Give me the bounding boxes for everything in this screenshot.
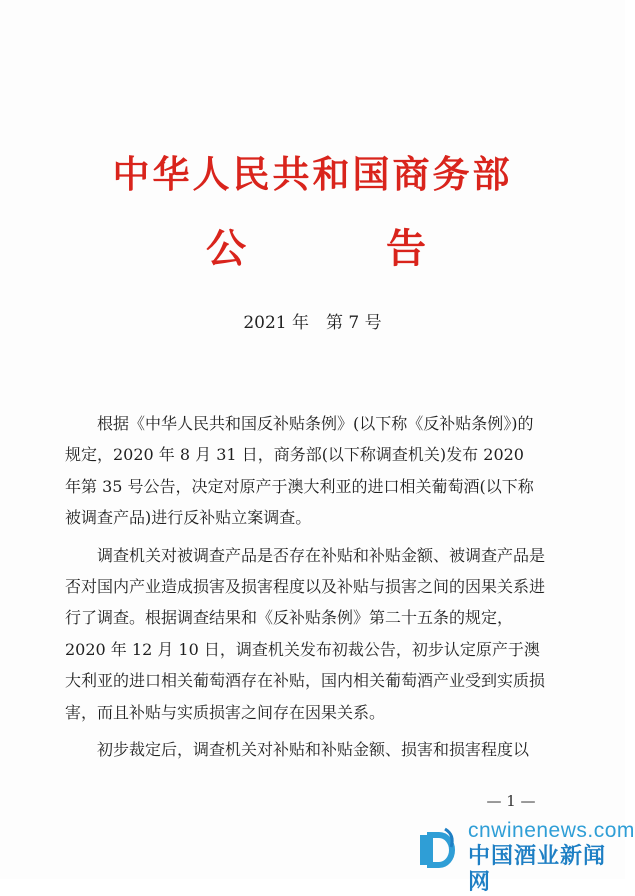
body-paragraph: 调查机关对被调查产品是否存在补贴和补贴金额、被调查产品是否对国内产业造成损害及损害程度以及补贴与损害之间的因果关系进行了调查。根据调查结果和《反补贴条例》第二十五条的规定，2020 年 12 月 10 日，调查机关发布初裁公告，初步认定原产于澳大利亚的进口相关葡萄酒存在补贴，国内相关葡萄酒产业受到实质损害，而且补贴与实质损害之间存在因果关系。 <box>65 545 546 722</box>
document-number: 2021 年 第 7 号 <box>243 313 382 333</box>
document-body <box>65 408 545 765</box>
body-paragraph: 根据《中华人民共和国反补贴条例》(以下称《反补贴条例》)的规定，2020 年 8 月 31 日，商务部(以下称调查机关)发布 2020 年第 35 号公告，决定对原产于澳大利亚的进口相关葡萄酒(以下称被调查产品)进行反补贴立案调查。 <box>65 414 534 528</box>
doc-type-char: 公 <box>206 225 246 272</box>
body-paragraph: 初步裁定后，调查机关对补贴和补贴金额、损害和损害程度以 <box>97 740 530 760</box>
watermark-logo-icon <box>418 827 460 869</box>
issuer-title: 中华人民共和国商务部 <box>112 152 513 196</box>
watermark-url: cnwinenews.com <box>468 819 635 842</box>
doc-type-char: 告 <box>386 225 426 272</box>
watermark-site-name: 中国酒业新闻网 <box>468 844 607 895</box>
watermark <box>418 813 635 895</box>
page-number: — 1 — <box>486 792 536 810</box>
document-type-heading <box>206 225 426 273</box>
